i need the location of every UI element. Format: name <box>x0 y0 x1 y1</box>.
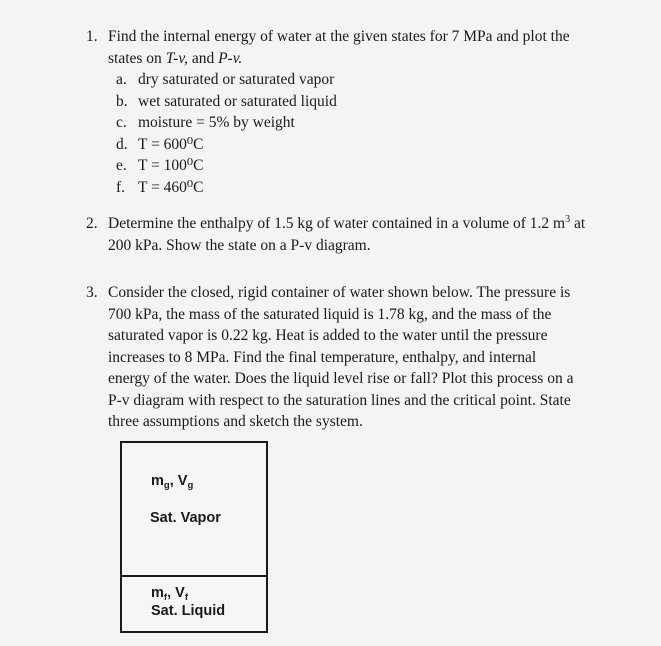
question-number: 1. <box>86 28 98 45</box>
vapor-mass-volume-label: $m_g$, $V_g$ <box>151 473 194 491</box>
question-text-line: energy of the water. Does the liquid level rise or fall? Plot this process on a <box>108 370 574 387</box>
question-text-line: states on T-v, and P-v. <box>108 49 243 67</box>
question-text-line: increases to 8 MPa. Find the final temperature, enthalpy, and internal <box>108 348 537 366</box>
sat-liquid-label: Sat. Liquid <box>151 603 226 619</box>
list-item: e. T = 100⁰C <box>116 157 204 174</box>
tv-diagram-ref: T-v, <box>165 49 188 67</box>
question-2 <box>86 213 646 256</box>
question-number: 3. <box>86 284 98 301</box>
liquid-mass-volume-label: $m_f$, $V_f$ <box>151 585 188 603</box>
list-item: d. T = 600⁰C <box>116 135 204 153</box>
question-text-line: P-v diagram with respect to the saturation lines and the critical point. State <box>108 391 571 409</box>
question-text-line: 700 kPa, the mass of the saturated liquid is 1.78 kg, and the mass of the <box>108 305 552 323</box>
question-1 <box>86 26 646 198</box>
question-text-line: Determine the enthalpy of 1.5 kg of water contained in a volume of 1.2 $m^3$ at <box>108 214 586 232</box>
pv-diagram-ref: P-v. <box>218 49 243 67</box>
list-item: b. wet saturated or saturated liquid <box>116 92 337 110</box>
question-text-line: Find the internal energy of water at the given states for 7 MPa and plot the <box>108 28 570 45</box>
rigid-container-diagram <box>120 441 268 633</box>
superscript: 3 <box>565 214 571 225</box>
question-text-line: 200 kPa. Show the state on a P-v diagram. <box>108 236 371 254</box>
vapor-region <box>122 443 266 575</box>
question-text-line: Consider the closed, rigid container of water shown below. The pressure is <box>108 284 571 301</box>
list-item: a. dry saturated or saturated vapor <box>116 71 335 88</box>
question-text-line: saturated vapor is 0.22 kg. Heat is added to the water until the pressure <box>108 327 548 344</box>
list-item: f. T = 460⁰C <box>116 178 204 196</box>
state-list <box>116 69 646 198</box>
question-number: 2. <box>86 215 98 232</box>
liquid-region <box>122 577 266 631</box>
list-item: c. moisture = 5% by weight <box>116 114 295 131</box>
question-text-line: three assumptions and sketch the system. <box>108 413 363 430</box>
question-3 <box>86 282 646 433</box>
sat-vapor-label: Sat. Vapor <box>150 510 221 526</box>
